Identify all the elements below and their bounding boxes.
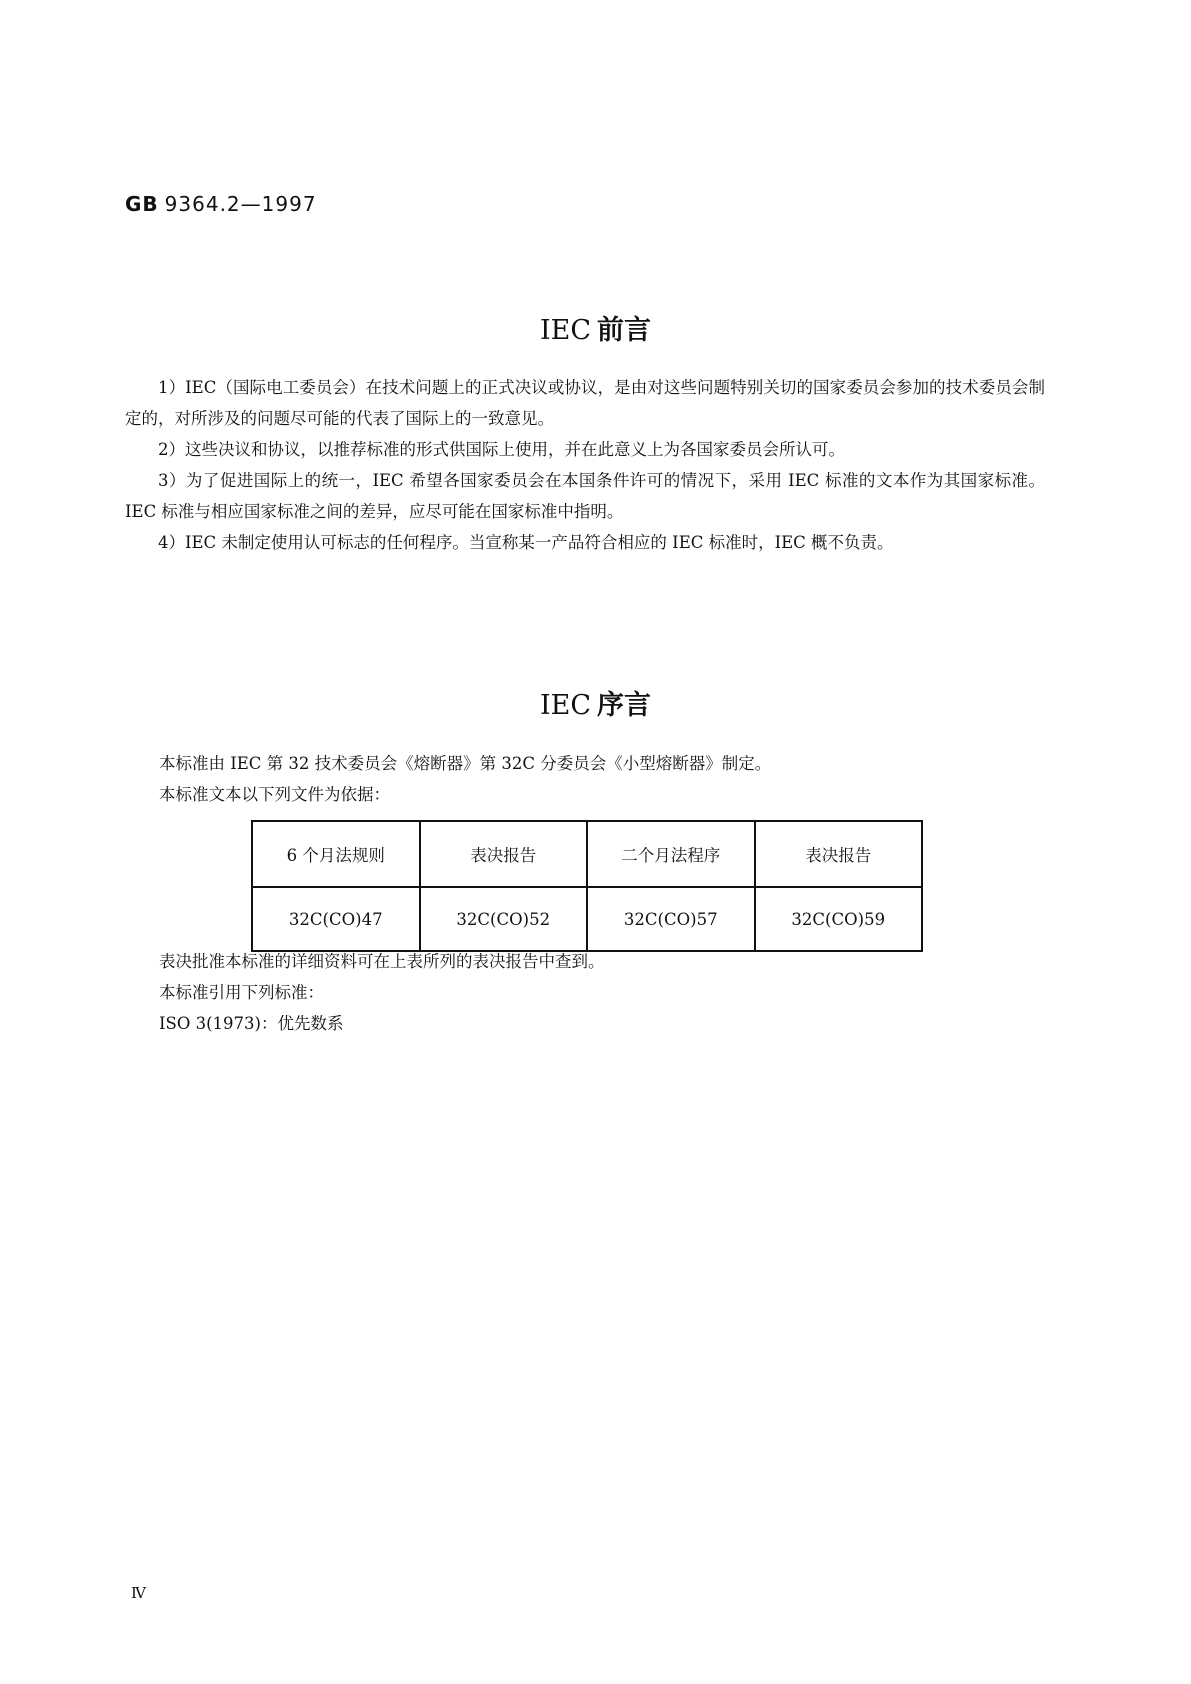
foreword-body — [125, 372, 1045, 558]
preface-title — [0, 683, 1191, 722]
table-row — [252, 887, 922, 951]
standard-code — [125, 192, 317, 216]
foreword-item: 1）IEC（国际电工委员会）在技术问题上的正式决议或协议，是由对这些问题特别关切的国家委员会参加的技术委员会制定的，对所涉及的问题尽可能的代表了国际上的一致意见。 — [125, 378, 1045, 428]
table-cell: 32C(CO)47 — [252, 887, 420, 951]
foreword-item: 2）这些决议和协议，以推荐标准的形式供国际上使用，并在此意义上为各国家委员会所认可。 — [158, 440, 845, 459]
preface-intro — [159, 748, 1059, 810]
preface-note-line: 本标准引用下列标准： — [159, 983, 324, 1002]
standard-number: 9364.2—1997 — [164, 192, 317, 216]
preface-title-zh: 序言 — [597, 690, 652, 721]
table-header-cell: 二个月法程序 — [587, 821, 755, 887]
table-cell: 32C(CO)52 — [420, 887, 588, 951]
table-header-row — [252, 821, 922, 887]
table-header-cell: 表决报告 — [755, 821, 923, 887]
standard-prefix: GB — [125, 192, 159, 216]
page-number: Ⅳ — [131, 1584, 146, 1602]
basis-documents-table — [251, 820, 923, 952]
referenced-standard: ISO 3(1973)：优先数系 — [159, 1014, 344, 1033]
preface-intro-line: 本标准文本以下列文件为依据： — [159, 785, 390, 804]
table-cell: 32C(CO)57 — [587, 887, 755, 951]
preface-notes — [159, 946, 1059, 1039]
preface-note-line: 表决批准本标准的详细资料可在上表所列的表决报告中查到。 — [159, 952, 605, 971]
foreword-title-prefix: IEC — [539, 315, 592, 346]
preface-title-prefix: IEC — [539, 690, 592, 721]
table-cell: 32C(CO)59 — [755, 887, 923, 951]
foreword-title — [0, 308, 1191, 347]
table-header-cell: 6 个月法规则 — [252, 821, 420, 887]
foreword-item: 3）为了促进国际上的统一，IEC 希望各国家委员会在本国条件许可的情况下，采用 IEC 标准的文本作为其国家标准。IEC 标准与相应国家标准之间的差异，应尽可能在国家标准中指明。 — [125, 471, 1045, 521]
foreword-item: 4）IEC 未制定使用认可标志的任何程序。当宣称某一产品符合相应的 IEC 标准时，IEC 概不负责。 — [158, 533, 894, 552]
foreword-title-zh: 前言 — [597, 315, 652, 346]
preface-intro-line: 本标准由 IEC 第 32 技术委员会《熔断器》第 32C 分委员会《小型熔断器》制定。 — [159, 754, 772, 773]
table-header-cell: 表决报告 — [420, 821, 588, 887]
